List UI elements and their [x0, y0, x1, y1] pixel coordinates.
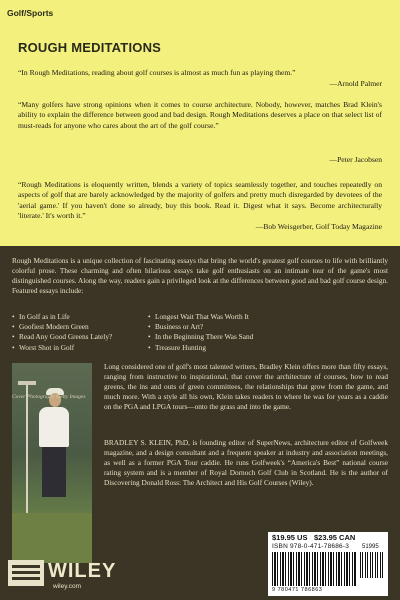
essay-item: • In the Beginning There Was Sand — [148, 332, 308, 342]
essay-item: • Longest Wait That Was Worth It — [148, 312, 308, 322]
price-barcode-icon — [360, 552, 384, 578]
essay-item: • In Golf as in Life — [12, 312, 162, 322]
wiley-logo-icon — [8, 560, 44, 586]
photo-credit: Cover Photograph: Getty Images — [12, 394, 86, 400]
essay-list-right — [148, 312, 308, 353]
barcode-digits: 9 780471 786863 — [272, 587, 323, 593]
endorsement-attribution: —Arnold Palmer — [329, 79, 382, 88]
essay-item: • Goofiest Modern Green — [12, 322, 162, 332]
price-code: 51995 — [362, 544, 379, 550]
publisher-name: WILEY — [48, 560, 117, 582]
book-description: Rough Meditations is a unique collection of fascinating essays that bring the world's greatest golf courses to life with brilliantly colorful prose. These charming and often hilarious essays take golf enthusiasts on an intimate tour of the game's most distinguished courses. Along the way, readers gain a privileged look at the differences between good and bad golf course design. Featured essays include: — [12, 256, 388, 296]
essay-item: • Business or Art? — [148, 322, 308, 332]
endorsement-attribution: —Peter Jacobsen — [329, 155, 382, 164]
endorsement-quote: “Rough Meditations is eloquently written, blends a variety of topics seamlessly together, and touches repeatedly on aspects of golf that are barely acknowledged by the majority of golfers and pretty much disregarded by devotees of the 'aerial game.' If you haven't done so already, buy this book. Read it. Digest what it says. Become architecturally 'literate.' It's worth it.” — [18, 180, 382, 220]
author-photo — [12, 363, 92, 563]
about-book-text: Long considered one of golf's most talented writers, Bradley Klein offers more than fifty essays, ranging from instructive to inspirational, that cover the architecture of courses, how to read greens, the ins and outs of green committees, the relationships that grow from the game, and much more. With a style all his own, Klein takes readers to where he was for years as a caddie on the PGA and LPGA tours—onto the grass and into the game. — [104, 362, 388, 412]
barcode-block — [268, 532, 388, 596]
book-title: ROUGH MEDITATIONS — [18, 40, 162, 55]
author-bio: BRADLEY S. KLEIN, PhD, is founding editor of SuperNews, architecture editor of Golfweek magazine, and a design consultant and a frequent speaker at industry and association meetings, as well as a former PGA Tour caddie. He runs Golfweek's “America's Best” national course rating system and is a member of Royal Dornoch Golf Club in Scotland. He is the author of Discovering Donald Ross: The Architect and His Golf Courses (Wiley). — [104, 438, 388, 488]
endorsement-panel — [0, 0, 400, 246]
price-canada: $23.95 CAN — [314, 533, 356, 542]
essay-item: • Treasure Hunting — [148, 343, 308, 353]
endorsement-quote: “Many golfers have strong opinions when it comes to course architecture. Nobody, however, matches Brad Klein's ability to explain the difference between good and bad design. Rough Meditations deserves a place on that select list of must-reads for anyone who cares about the art of the golf course.” — [18, 100, 382, 130]
publisher-url: wiley.com — [53, 583, 82, 590]
isbn-label: ISBN 978-0-471-78686-3 — [272, 543, 350, 550]
price-us: $19.95 US — [272, 533, 308, 542]
barcode-icon — [272, 552, 356, 586]
category-label: Golf/Sports — [7, 8, 54, 18]
endorsement-attribution: —Bob Weisgerber, Golf Today Magazine — [255, 222, 382, 231]
essay-item: • Worst Shot in Golf — [12, 343, 162, 353]
endorsement-quote: “In Rough Meditations, reading about golf courses is almost as much fun as playing them.” — [18, 68, 296, 77]
essay-item: • Read Any Good Greens Lately? — [12, 332, 162, 342]
description-panel — [0, 246, 400, 600]
essay-list-left — [12, 312, 162, 353]
